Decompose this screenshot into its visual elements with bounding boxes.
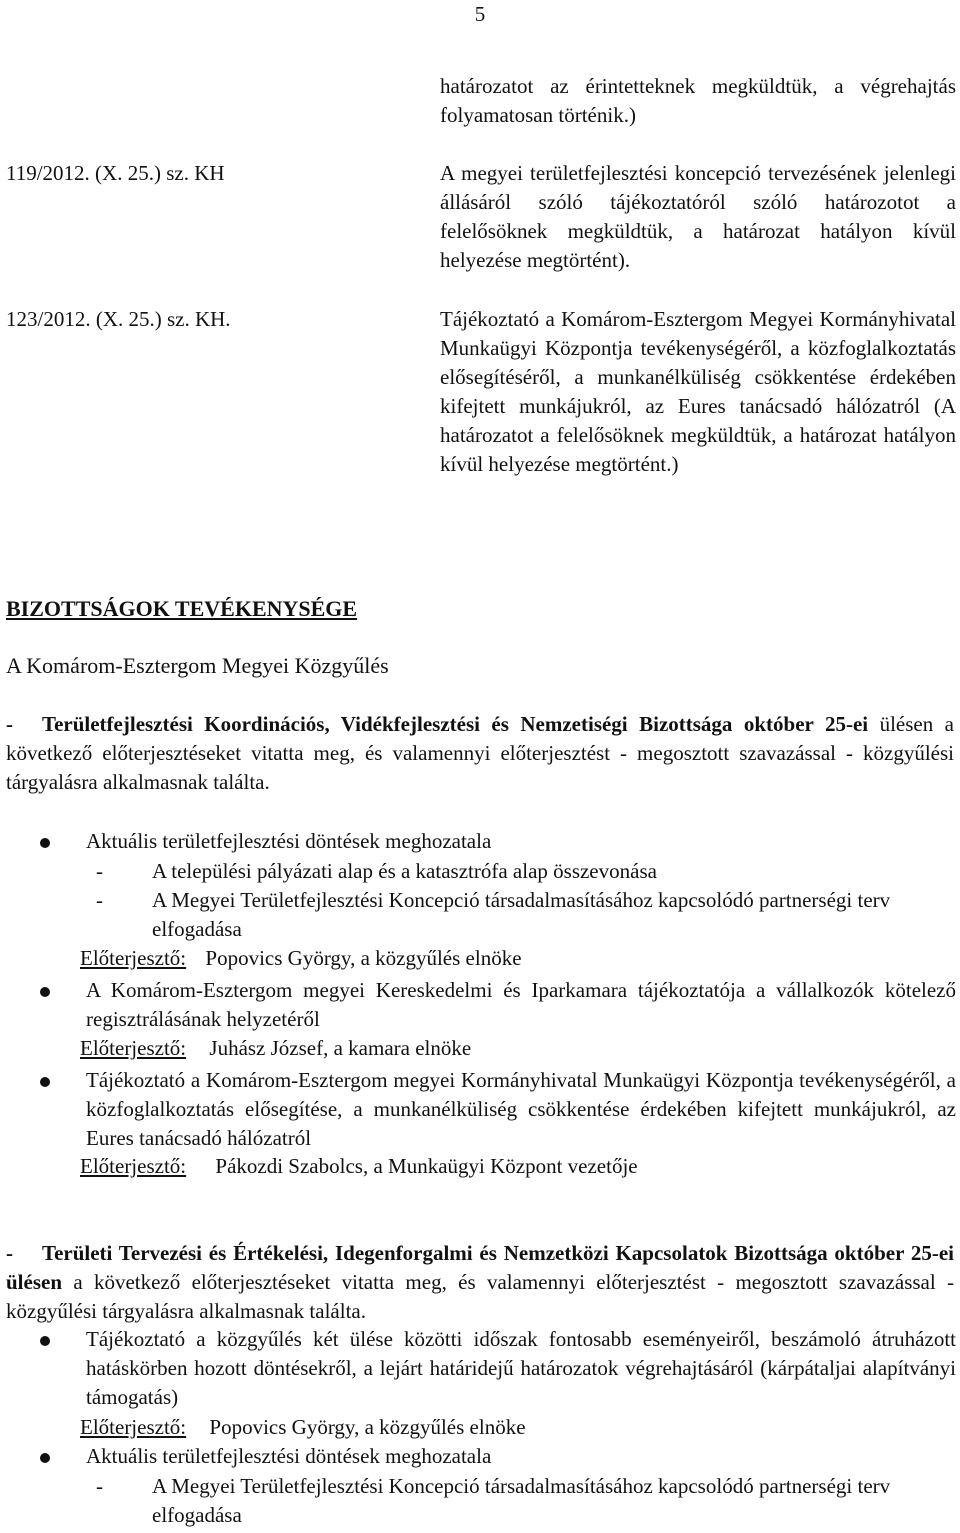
presenter-label: Előterjesztő: — [80, 1154, 187, 1178]
presenter-name: Popovics György, a közgyűlés elnöke — [205, 946, 522, 970]
presenter-name: Pákozdi Szabolcs, a Munkaügyi Központ vezetője — [215, 1154, 638, 1178]
bullet-icon — [40, 1077, 50, 1087]
resolution-text: határozatot az érintetteknek megküldtük, a végrehajtás folyamatosan történik.) — [440, 74, 956, 127]
agenda-item-title: Tájékoztató a közgyűlés két ülése közötti időszak fontosabb eseményeiről, beszámoló átruházott hatáskörben hozott döntésekről, a lejárt határidejű határozatok végrehajtásáról (kárpátaljai alapítványi támogatás) — [86, 1327, 956, 1409]
subitem-dash: - — [96, 1474, 103, 1498]
presenter-name: Juhász József, a kamara elnöke — [209, 1036, 472, 1060]
agenda-item-title: Aktuális területfejlesztési döntések meghozatala — [86, 1444, 492, 1468]
presenter-label: Előterjesztő: — [80, 946, 187, 970]
subitem-text: A Megyei Területfejlesztési Koncepció társadalmasításához kapcsolódó partnerségi terv elfogadása — [152, 1474, 891, 1527]
bullet-icon — [40, 987, 50, 997]
subitem-text: A települési pályázati alap és a katasztrófa alap összevonása — [152, 859, 657, 883]
subitem-dash: - — [96, 859, 103, 883]
presenter-line — [80, 1034, 956, 1063]
subitem-dash: - — [96, 888, 103, 912]
resolution-text: Tájékoztató a Komárom-Esztergom Megyei Kormányhivatal Munkaügyi Központja tevékenységéről, a közfoglalkoztatás elősegítéséről, a munkanélküliség csökkentése érdekében kifejtett munkájukról, az Eures tanácsadó hálózatról (A határozatot a felelősöknek megküldtük, a határozat hatályon kívül helyezése megtörtént.) — [440, 307, 956, 476]
presenter-name: Popovics György, a közgyűlés elnöke — [209, 1415, 526, 1439]
committee-2-paragraph — [6, 1239, 954, 1326]
committee-1-dash: - — [6, 712, 13, 736]
presenter-label: Előterjesztő: — [80, 1036, 187, 1060]
agenda-item-title: Aktuális területfejlesztési döntések meghozatala — [86, 829, 492, 853]
committee-1-description: ülésen a következő előterjesztéseket vitatta meg, és valamennyi előterjesztést - megosztott szavazással - közgyűlési tárgyalásra alkalmasnak találta. — [6, 712, 954, 794]
assembly-name: A Komárom-Esztergom Megyei Közgyűlés — [6, 653, 389, 678]
presenter-line — [80, 1413, 956, 1442]
committee-2-dash: - — [6, 1241, 13, 1265]
resolution-text: A megyei területfejlesztési koncepció tervezésének jelenlegi állásáról szóló tájékoztatóról szóló határozotot a felelősöknek megküldtük, a határozat hatályon kívül helyezése megtörtént). — [440, 161, 956, 272]
committee-2-description: a következő előterjesztéseket vitatta meg, és valamennyi előterjesztést - megosztott szavazással - közgyűlési tárgyalásra alkalmasnak találta. — [6, 1270, 954, 1323]
bullet-icon — [40, 838, 50, 848]
section-heading: BIZOTTSÁGOK TEVÉKENYSÉGE — [6, 596, 358, 621]
bullet-icon — [40, 1453, 50, 1463]
presenter-line — [80, 1152, 956, 1181]
agenda-item-title: A Komárom-Esztergom megyei Kereskedelmi és Iparkamara tájékoztatója a vállalkozók kötelező regisztrálásának helyzetéről — [86, 978, 956, 1031]
presenter-line — [80, 944, 956, 973]
committee-1-paragraph — [6, 710, 954, 797]
subitem-text: A Megyei Területfejlesztési Koncepció társadalmasításához kapcsolódó partnerségi terv elfogadása — [152, 888, 891, 941]
presenter-label: Előterjesztő: — [80, 1415, 187, 1439]
resolution-ref: 119/2012. (X. 25.) sz. KH — [6, 161, 225, 185]
resolution-ref: 123/2012. (X. 25.) sz. KH. — [6, 307, 231, 331]
page-number: 5 — [474, 2, 486, 26]
committee-2-name: Területi Tervezési és Értékelési, Idegenforgalmi és Nemzetközi Kapcsolatok Bizottsága október 25-ei ülésen — [6, 1241, 954, 1294]
committee-1-name: Területfejlesztési Koordinációs, Vidékfejlesztési és Nemzetiségi Bizottsága október 25-ei — [42, 712, 869, 736]
agenda-item-title: Tájékoztató a Komárom-Esztergom megyei Kormányhivatal Munkaügyi Központja tevékenységéről, a közfoglalkoztatás elősegítése, a munkanélküliség csökkentése érdekében kifejtett munkájukról, az Eures tanácsadó hálózatról — [86, 1068, 956, 1150]
bullet-icon — [40, 1336, 50, 1346]
